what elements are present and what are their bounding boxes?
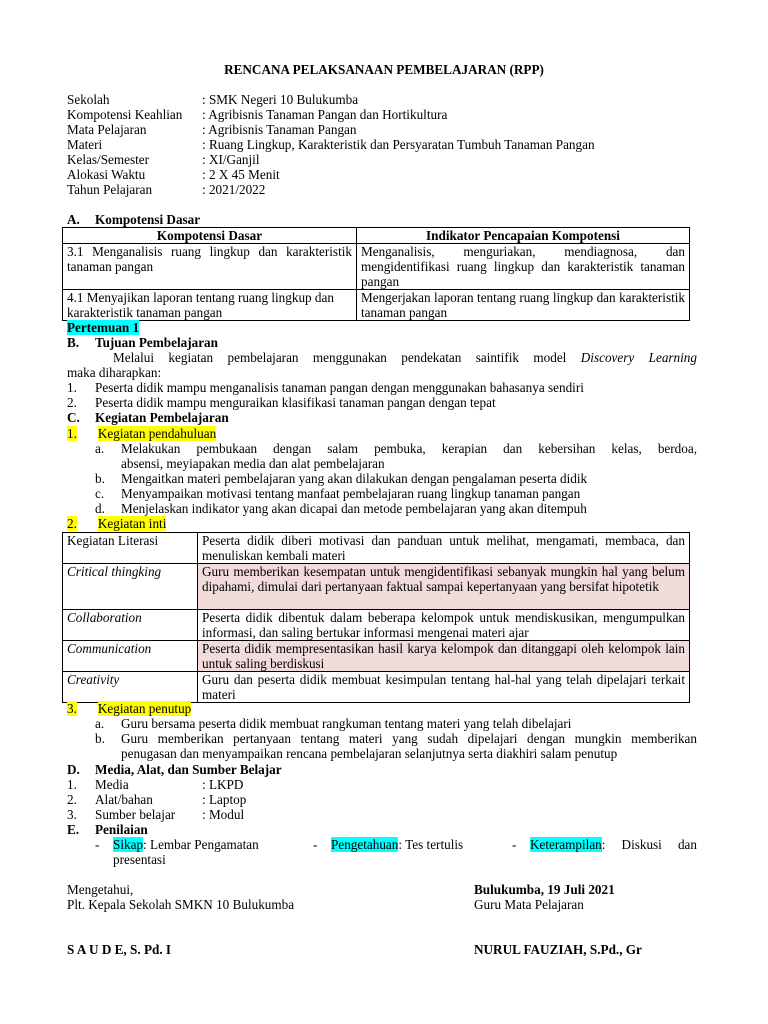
media-value: : LKPD	[202, 777, 244, 792]
section-a-letter: A.	[67, 212, 80, 227]
penilaian-keterampilan	[530, 837, 697, 852]
sikap-label: Sikap	[113, 837, 144, 852]
pendahuluan-item: Menjelaskan indikator yang akan dicapai dan metode pembelajaran yang akan ditempuh	[121, 501, 587, 516]
identity-label: Sekolah	[67, 92, 110, 107]
section-c-title: Kegiatan Pembelajaran	[95, 410, 229, 425]
model-name: Discovery Learning	[580, 350, 697, 365]
tujuan-intro-cont: maka diharapkan:	[67, 365, 162, 380]
penutup-item: Guru bersama peserta didik membuat rangkuman tentang materi yang telah dibelajari	[121, 716, 572, 731]
identity-value: : 2 X 45 Menit	[202, 167, 280, 182]
indikator-cell: Mengerjakan laporan tentang ruang lingkup dan karakteristik tanaman pangan	[357, 290, 690, 321]
pendahuluan-num: 1.	[67, 426, 77, 441]
kd-header: Kompotensi Dasar	[63, 228, 357, 244]
penutup-item-cont: penugasan dan menyampaikan rencana pembelajaran selanjutnya serta diakhiri salam penutup	[121, 746, 618, 761]
sign-right-name: NURUL FAUZIAH, S.Pd., Gr	[474, 942, 642, 957]
sign-right-line1: Bulukumba, 19 Juli 2021	[474, 882, 615, 897]
inti-text: Peserta didik mempresentasikan hasil karya kelompok dan ditanggapi oleh kelompok lain untuk saling berdiskusi	[198, 641, 690, 672]
identity-label: Kompotensi Keahlian	[67, 107, 183, 122]
media-value: : Laptop	[202, 792, 247, 807]
sign-left-name: S A U D E, S. Pd. I	[67, 942, 172, 957]
inti-label: Critical thingking	[63, 564, 198, 610]
section-b-title: Tujuan Pembelajaran	[95, 335, 218, 350]
penilaian-sikap	[113, 837, 259, 852]
indikator-cell: Menganalisis, menguriakan, mendiagnosa, dan mengidentifikasi ruang lingkup dan karakteristik tanaman pangan	[357, 244, 690, 290]
inti-heading	[67, 516, 166, 531]
inti-text: Guru memberikan kesempatan untuk mengidentifikasi sebanyak mungkin hal yang belum dipahami, dimulai dari pertanyaan faktual sampai kepertanyaan yang bersifat hipotetik	[198, 564, 690, 610]
inti-text: Guru dan peserta didik membuat kesimpulan tentang hal-hal yang telah dipelajari terkait materi	[198, 672, 690, 703]
penilaian-dash: -	[95, 837, 100, 852]
section-e-title: Penilaian	[95, 822, 148, 837]
pendahuluan-heading	[67, 426, 216, 441]
keterampilan-text: : Diskusi dan	[601, 837, 697, 852]
list-letter: c.	[95, 486, 105, 501]
section-e-letter: E.	[67, 822, 80, 837]
pertemuan-label	[67, 320, 139, 335]
inti-text: Peserta didik diberi motivasi dan panduan untuk melihat, mengamati, membaca, dan menuliskan kembali materi	[198, 533, 690, 564]
penutup-title: Kegiatan penutup	[97, 701, 192, 716]
kd-cell: 4.1 Menyajikan laporan tentang ruang lingkup dan karakteristik tanaman pangan	[63, 290, 357, 321]
identity-value: : Ruang Lingkup, Karakteristik dan Persyaratan Tumbuh Tanaman Pangan	[202, 137, 595, 152]
pengetahuan-label: Pengetahuan	[331, 837, 399, 852]
identity-value: : XI/Ganjil	[202, 152, 260, 167]
tujuan-num: 2.	[67, 395, 77, 410]
penilaian-pengetahuan	[331, 837, 463, 852]
tujuan-intro	[113, 350, 697, 365]
penutup-heading	[67, 701, 191, 716]
list-letter: a.	[95, 716, 105, 731]
identity-label: Alokasi Waktu	[67, 167, 146, 182]
pertemuan-text: Pertemuan 1	[67, 320, 140, 335]
inti-num: 2.	[67, 516, 77, 531]
sign-left-line2: Plt. Kepala Sekolah SMKN 10 Bulukumba	[67, 897, 295, 912]
sign-right-line2: Guru Mata Pelajaran	[474, 897, 584, 912]
inti-text: Peserta didik dibentuk dalam beberapa kelompok untuk mendiskusikan, mengumpulkan informasi, dan saling bertukar informasi mengenai materi ajar	[198, 610, 690, 641]
section-d-letter: D.	[67, 762, 80, 777]
inti-label: Creativity	[63, 672, 198, 703]
inti-label: Collaboration	[63, 610, 198, 641]
pendahuluan-item: Mengaitkan materi pembelajaran yang akan dilakukan dengan pengalaman peserta didik	[121, 471, 588, 486]
pendahuluan-item: Menyampaikan motivasi tentang manfaat pembelajaran ruang lingkup tanaman pangan	[121, 486, 581, 501]
inti-label: Communication	[63, 641, 198, 672]
section-c-letter: C.	[67, 410, 80, 425]
identity-label: Mata Pelajaran	[67, 122, 147, 137]
pendahuluan-item-cont: absensi, meyiapakan media dan alat pembelajaran	[121, 456, 385, 471]
media-label: Sumber belajar	[95, 807, 176, 822]
sign-left-line1: Mengetahui,	[67, 882, 134, 897]
list-letter: a.	[95, 441, 105, 456]
tujuan-num: 1.	[67, 380, 77, 395]
media-value: : Modul	[202, 807, 245, 822]
list-letter: b.	[95, 471, 105, 486]
identity-label: Materi	[67, 137, 103, 152]
identity-label: Tahun Pelajaran	[67, 182, 153, 197]
identity-value: : Agribisnis Tanaman Pangan	[202, 122, 357, 137]
pendahuluan-title: Kegiatan pendahuluan	[97, 426, 217, 441]
section-a-title: Kompotensi Dasar	[95, 212, 201, 227]
document-title: RENCANA PELAKSANAAN PEMBELAJARAN (RPP)	[224, 62, 544, 77]
pendahuluan-item: Melakukan pembukaan dengan salam pembuka, kerapian dan kebersihan kelas, berdoa,	[121, 441, 697, 456]
identity-value: : Agribisnis Tanaman Pangan dan Hortikultura	[202, 107, 448, 122]
keterampilan-label: Keterampilan	[530, 837, 602, 852]
penutup-item: Guru memberikan pertanyaan tentang materi yang sudah dipelajari dengan mungkin memberikan	[121, 731, 697, 746]
inti-label: Kegiatan Literasi	[63, 533, 198, 564]
kd-cell: 3.1 Menganalisis ruang lingkup dan karakteristik tanaman pangan	[63, 244, 357, 290]
penilaian-dash: -	[313, 837, 318, 852]
tujuan-item: Peserta didik mampu menguraikan klasifikasi tanaman pangan dengan tepat	[95, 395, 496, 410]
media-label: Media	[95, 777, 129, 792]
tujuan-item: Peserta didik mampu menganalisis tanaman pangan dengan menggunakan bahasanya sendiri	[95, 380, 584, 395]
identity-label: Kelas/Semester	[67, 152, 150, 167]
sikap-text: : Lembar Pengamatan	[143, 837, 259, 852]
media-num: 1.	[67, 777, 77, 792]
media-num: 2.	[67, 792, 77, 807]
identity-value: : 2021/2022	[202, 182, 266, 197]
pengetahuan-text: : Tes tertulis	[398, 837, 464, 852]
identity-value: : SMK Negeri 10 Bulukumba	[202, 92, 359, 107]
keterampilan-cont: presentasi	[113, 852, 166, 867]
inti-table	[62, 532, 690, 703]
penutup-num: 3.	[67, 701, 77, 716]
media-label: Alat/bahan	[95, 792, 153, 807]
media-num: 3.	[67, 807, 77, 822]
section-d-title: Media, Alat, dan Sumber Belajar	[95, 762, 282, 777]
inti-title: Kegiatan inti	[97, 516, 167, 531]
section-b-letter: B.	[67, 335, 80, 350]
tujuan-intro-text: Melalui kegiatan pembelajaran menggunakan pendekatan saintifik model	[113, 350, 581, 365]
indikator-header: Indikator Pencapaian Kompotensi	[357, 228, 690, 244]
penilaian-dash: -	[512, 837, 517, 852]
list-letter: b.	[95, 731, 105, 746]
kd-table	[62, 227, 690, 321]
list-letter: d.	[95, 501, 105, 516]
